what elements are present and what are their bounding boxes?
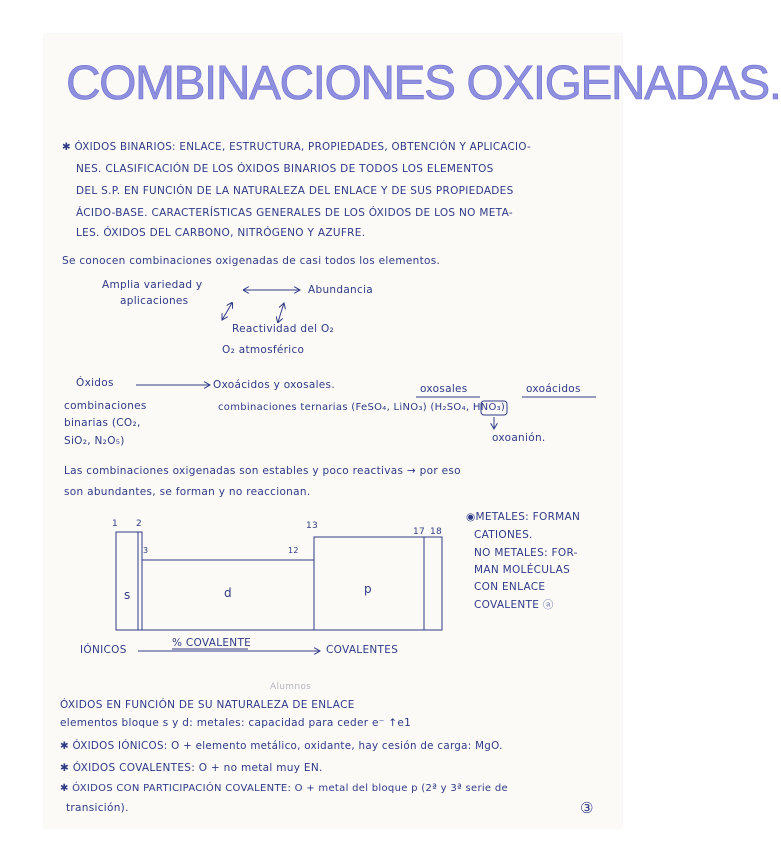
periodic-block-s1 — [116, 532, 138, 630]
side-note-line: COVALENTE ⓐ — [474, 599, 554, 611]
group-12-label: 12 — [288, 546, 299, 555]
block-p-label: p — [364, 582, 372, 596]
binary-label: combinaciones — [64, 400, 147, 412]
ionic-label: IÓNICOS — [80, 644, 127, 656]
binary-label-3: SiO₂, N₂O₅) — [64, 435, 125, 447]
binary-label-2: binarias (CO₂, — [64, 417, 141, 429]
partial-covalent-line: ✱ ÓXIDOS CON PARTICIPACIÓN COVALENTE: O + metal del bloque p (2ª y 3ª serie de — [60, 783, 508, 794]
side-note-line: CON ENLACE — [474, 581, 546, 593]
page-number: ③ — [580, 799, 594, 817]
group-3-label: 3 — [143, 546, 149, 555]
ternary-label: combinaciones ternarias (FeSO₄, LiNO₃) (H₂SO₄, HNO₃) — [218, 402, 506, 413]
intro-line: ✱ ÓXIDOS BINARIOS: ENLACE, ESTRUCTURA, PROPIEDADES, OBTENCIÓN Y APLICACIO- — [62, 141, 532, 153]
group-1-label: 1 — [112, 519, 119, 529]
group-13-label: 13 — [306, 521, 319, 531]
arrow-abundance-reactivity — [278, 303, 284, 322]
covalent-oxides-line: ✱ ÓXIDOS COVALENTES: O + no metal muy EN. — [60, 762, 323, 774]
stable-sentence-2: son abundantes, se forman y no reaccionan. — [64, 486, 311, 498]
intro-line: DEL S.P. EN FUNCIÓN DE LA NATURALEZA DEL ENLACE Y DE SUS PROPIEDADES — [76, 185, 514, 197]
page-title: COMBINACIONES OXIGENADAS. — [66, 57, 781, 110]
reactivity-label: Reactividad del O₂ — [232, 323, 335, 335]
abundance-label: Abundancia — [308, 284, 374, 296]
partial-covalent-line-2: transición). — [66, 802, 129, 814]
intro-line: ÁCIDO-BASE. CARACTERÍSTICAS GENERALES DE LOS ÓXIDOS DE LOS NO META- — [76, 207, 513, 219]
covalent-label: COVALENTES — [326, 644, 399, 656]
stable-sentence: Las combinaciones oxigenadas son estables y poco reactivas → por eso — [64, 465, 461, 477]
classification-heading: ÓXIDOS EN FUNCIÓN DE SU NATURALEZA DE ENLACE — [60, 699, 355, 711]
block-s-label: s — [124, 588, 131, 602]
elements-line: elementos bloque s y d: metales: capacidad para ceder e⁻ ↑e1 — [60, 717, 412, 729]
group-2-label: 2 — [136, 519, 143, 529]
side-note-line: NO METALES: FOR- — [474, 547, 578, 559]
periodic-block-s2 — [138, 532, 142, 630]
side-note-line: CATIONES. — [474, 529, 533, 541]
oxides-label: Óxidos — [76, 377, 114, 389]
no3-box — [481, 401, 507, 415]
periodic-block-d — [142, 560, 314, 630]
variety-label: Amplia variedad y — [102, 279, 203, 291]
covalent-pct-label: % COVALENTE — [172, 637, 252, 649]
oxoanion-label: oxoanión. — [492, 432, 546, 444]
side-note-line: ◉METALES: FORMAN — [466, 511, 581, 523]
known-sentence: Se conocen combinaciones oxigenadas de casi todos los elementos. — [62, 255, 441, 267]
arrow-variety-reactivity — [222, 303, 232, 320]
periodic-block-p-end — [424, 537, 442, 630]
intro-line: LES. ÓXIDOS DEL CARBONO, NITRÓGENO Y AZUFRE. — [76, 227, 366, 239]
oxoacids-label: Oxoácidos y oxosales. — [213, 379, 335, 391]
group-17-label: 17 — [413, 527, 426, 537]
group-18-label: 18 — [430, 527, 443, 537]
ionic-oxides-line: ✱ ÓXIDOS IÓNICOS: O + elemento metálico, oxidante, hay cesión de carga: MgO. — [60, 740, 503, 752]
watermark: Alumnos — [270, 682, 312, 692]
intro-line: NES. CLASIFICACIÓN DE LOS ÓXIDOS BINARIOS DE TODOS LOS ELEMENTOS — [76, 163, 494, 175]
block-d-label: d — [224, 586, 232, 600]
oxosales-label: oxosales — [420, 383, 468, 395]
atmospheric-label: O₂ atmosférico — [222, 344, 305, 356]
side-note-line: MAN MOLÉCULAS — [474, 564, 571, 576]
variety-label-2: aplicaciones — [120, 295, 189, 307]
oxoacidos-label: oxoácidos — [526, 383, 581, 395]
periodic-block-p — [314, 537, 424, 630]
